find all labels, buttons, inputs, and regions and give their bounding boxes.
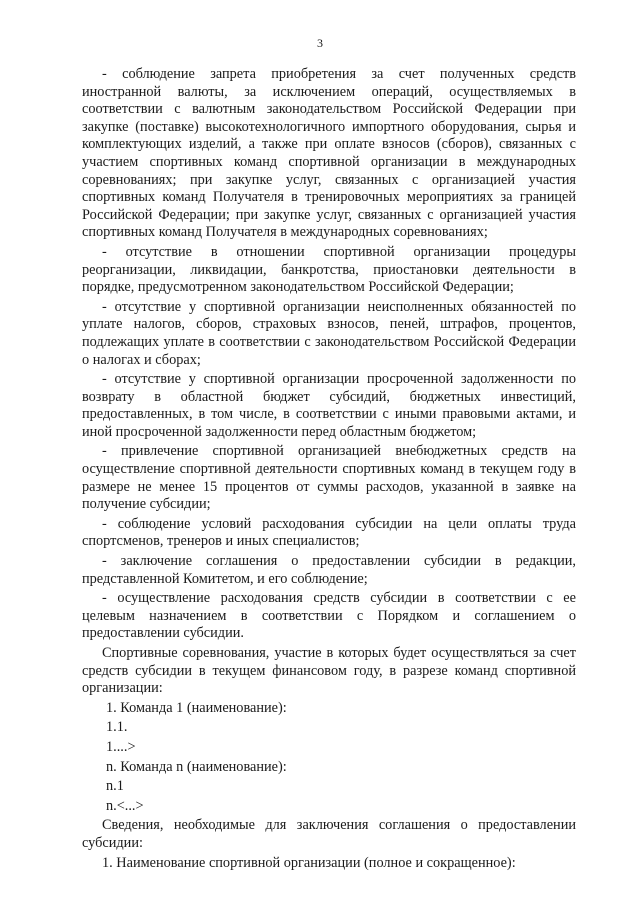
paragraph-agreement-info: Сведения, необходимые для заключения соглашения о предоставлении субсидии: [82, 817, 576, 851]
paragraph-no-tax-debts: - отсутствие у спортивной организации неисполненных обязанностей по уплате налогов, сборов, страховых взносов, пеней, штрафов, процентов, подлежащих уплате в соответствии с законодательством Российской Федерации о налогах и сборах; [82, 298, 576, 368]
paragraph-no-reorganization: - отсутствие в отношении спортивной организации процедуры реорганизации, ликвидации, банкротства, приостановки деятельности в порядке, предусмотренном законодательством Российской Федерации; [82, 243, 576, 296]
page-number: 3 [317, 36, 323, 50]
paragraph-competitions: Спортивные соревнования, участие в которых будет осуществляться за счет средств субсидии в текущем финансовом году, в разрезе команд спортивной организации: [82, 645, 576, 697]
list-item: n. Команда n (наименование): [106, 758, 287, 775]
list-item: n.1 [106, 778, 124, 795]
list-item: 1....> [106, 738, 136, 755]
document-body [82, 66, 576, 872]
paragraph-salary-conditions: - соблюдение условий расходования субсидии на цели оплаты труда спортсменов, тренеров и иных специалистов; [82, 515, 576, 550]
list-item: 1.1. [106, 719, 128, 736]
list-item: 1. Команда 1 (наименование): [106, 699, 287, 716]
paragraph-no-overdue-debts: - отсутствие у спортивной организации просроченной задолженности по возврату в областной бюджет субсидий, бюджетных инвестиций, предоставленных, в том числе, в соответствии с иными правовыми актами, и иной просроченной задолженности перед областным бюджетом; [82, 371, 576, 440]
paragraph-extra-budget-funds: - привлечение спортивной организацией внебюджетных средств на осуществление спортивной деятельности спортивных команд в текущем году в размере не менее 15 процентов от суммы расходов, указанной в заявке на получение субсидии; [82, 443, 576, 513]
paragraph-agreement: - заключение соглашения о предоставлении субсидии в редакции, представленной Комитетом, и его соблюдение; [82, 553, 576, 587]
list-item: n.<...> [106, 797, 144, 814]
paragraph-spending: - осуществление расходования средств субсидии в соответствии с ее целевым назначением в соответствии с Порядком и соглашением о предоставлении субсидии. [82, 590, 576, 642]
paragraph-organization-name: 1. Наименование спортивной организации (полное и сокращенное): [102, 854, 516, 871]
paragraph-currency-ban: - соблюдение запрета приобретения за счет полученных средств иностранной валюты, за исключением операций, осуществляемых в соответствии с валютным законодательством Российской Федерации при закупке (поставке) высокотехнологичного импортного оборудования, сырья и комплектующих изделий, а также при оплате взносов (сборов), связанных с участием спортивных команд спортивной организации в международных соревнованиях; при закупке услуг, связанных с организацией участия спортивных команд Получателя в тренировочных мероприятиях за границей Российской Федерации; при закупке услуг, связанных с организацией участия спортивных команд Получателя в международных соревнованиях; [82, 66, 576, 241]
